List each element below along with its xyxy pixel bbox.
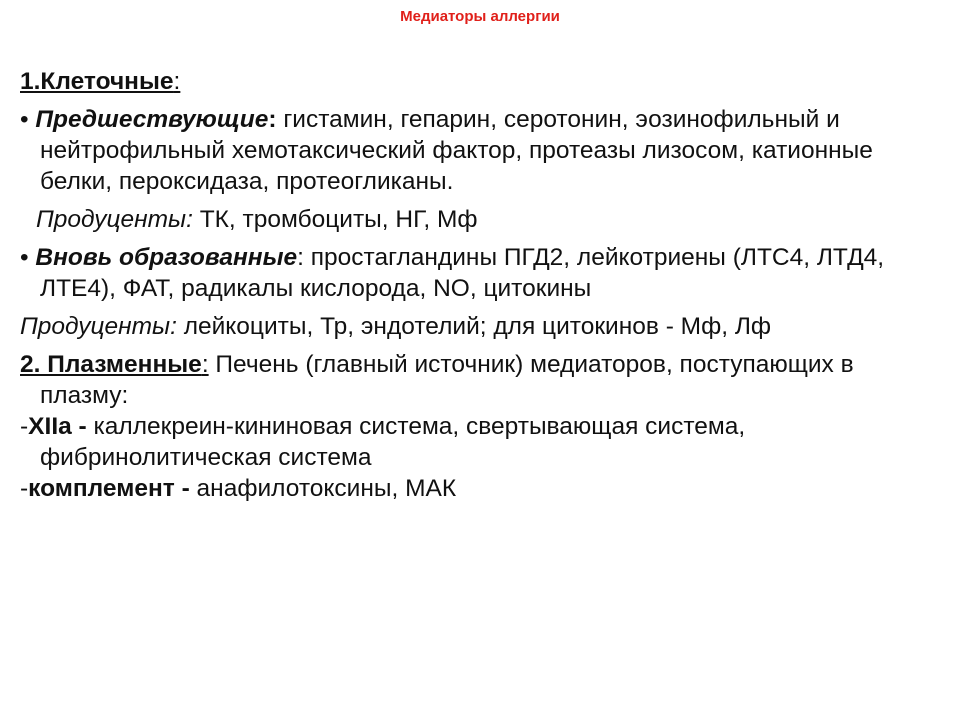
producers-2-text: лейкоциты, Тр, эндотелий; для цитокинов - Мф, Лф — [176, 313, 772, 340]
bullet-icon: • — [20, 244, 29, 271]
slide-body — [20, 66, 940, 504]
section-plasma-heading: 2. Плазменные — [20, 351, 202, 378]
newly-formed-mediators-item — [20, 242, 940, 304]
preformed-label: Предшествующие — [35, 106, 269, 133]
producers-2-label: Продуценты: — [20, 313, 177, 340]
section-cellular-heading — [20, 66, 940, 97]
xiia-text: каллекреин-кининовая система, свертывающая система, фибринолитическая система — [40, 413, 746, 471]
section-cellular-colon: : — [173, 68, 181, 95]
slide-title: Медиаторы аллергии — [400, 8, 560, 25]
complement-label: комплемент - — [28, 475, 190, 502]
xiia-label: XIIa - — [28, 413, 87, 440]
producers-1-text: ТК, тромбоциты, НГ, Мф — [192, 206, 478, 233]
complement-dash: - — [20, 475, 29, 502]
bullet-icon: • — [20, 106, 29, 133]
complement-item — [20, 473, 940, 504]
preformed-mediators-item — [20, 104, 940, 197]
complement-text: анафилотоксины, МАК — [189, 475, 457, 502]
section-plasma-colon: : — [201, 351, 209, 378]
xiia-item — [20, 411, 940, 473]
preformed-text: гистамин, гепарин, серотонин, эозинофильный и нейтрофильный хемотаксический фактор, протеазы лизосом, катионные белки, пероксидаза, протеогликаны. — [40, 106, 873, 195]
newly-formed-text: : простагландины ПГД2, лейкотриены (ЛТС4, ЛТД4, ЛТЕ4), ФАТ, радикалы кислорода, NO, цитокины — [40, 244, 885, 302]
preformed-colon: : — [268, 106, 277, 133]
section-plasma — [20, 349, 940, 411]
producers-line-1 — [20, 204, 940, 235]
newly-formed-label: Вновь образованные — [35, 244, 298, 271]
section-cellular-label: 1.Клеточные — [20, 68, 174, 95]
producers-1-label: Продуценты: — [36, 206, 193, 233]
section-plasma-text: Печень (главный источник) медиаторов, поступающих в плазму: — [40, 351, 854, 409]
xiia-dash: - — [20, 413, 29, 440]
producers-line-2 — [20, 311, 940, 342]
